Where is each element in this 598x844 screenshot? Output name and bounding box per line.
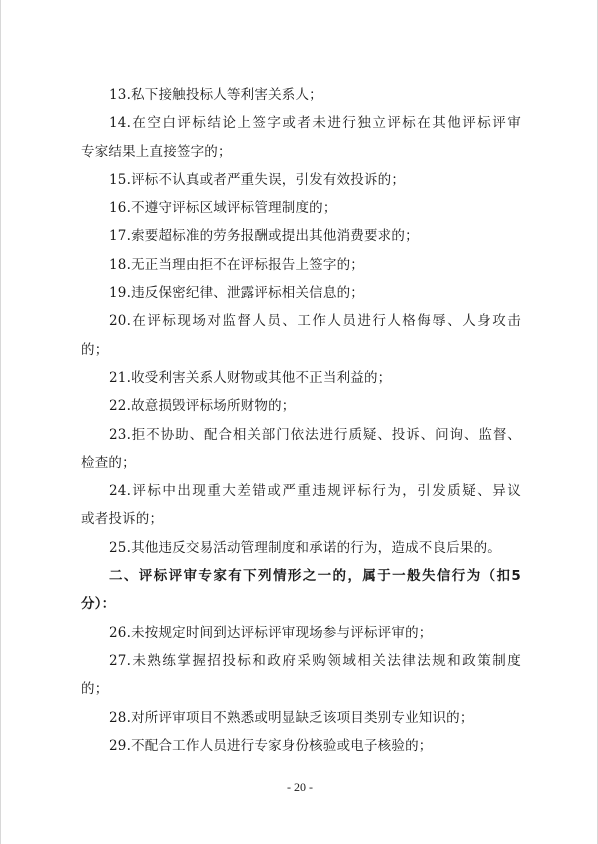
item-23-line-2: 检查的； xyxy=(81,454,136,471)
item-18: 18.无正当理由拒不在评标报告上签字的； xyxy=(109,256,364,273)
item-25: 25.其他违反交易活动管理制度和承诺的行为，造成不良后果的。 xyxy=(109,539,501,556)
item-27-line-1: 27.未熟练掌握招投标和政府采购领域相关法律法规和政策制度 xyxy=(109,652,521,669)
item-26: 26.未按规定时间到达评标评审现场参与评标评审的； xyxy=(109,624,433,641)
item-13: 13.私下接触投标人等利害关系人； xyxy=(109,87,323,103)
document-body xyxy=(81,81,521,760)
item-20-line-1: 20.在评标现场对监督人员、工作人员进行人格侮辱、人身攻击 xyxy=(109,313,521,330)
item-21: 21.收受利害关系人财物或其他不正当利益的； xyxy=(109,369,392,386)
item-20-line-2: 的； xyxy=(81,341,109,358)
item-29: 29.不配合工作人员进行专家身份核验或电子核验的； xyxy=(109,737,433,754)
item-16: 16.不遵守评标区域评标管理制度的； xyxy=(109,200,337,217)
item-15: 15.评标不认真或者严重失误，引发有效投诉的； xyxy=(109,171,406,188)
page-number: - 20 - xyxy=(287,780,313,794)
item-24-line-2: 或者投诉的； xyxy=(81,511,164,528)
item-28: 28.对所评审项目不熟悉或明显缺乏该项目类别专业知识的； xyxy=(109,709,474,726)
item-14-line-1: 14.在空白评标结论上签字或者未进行独立评标在其他评标评审 xyxy=(109,115,521,132)
section-heading-line-2: 分）： xyxy=(81,596,116,613)
item-27-line-2: 的； xyxy=(81,681,109,698)
section-heading-line-1: 二、评标评审专家有下列情形之一的，属于一般失信行为（扣5 xyxy=(109,568,521,585)
item-14-line-2: 专家结果上直接签字的； xyxy=(81,143,232,160)
item-22: 22.故意损毁评标场所财物的； xyxy=(109,398,296,415)
item-24-line-1: 24.评标中出现重大差错或严重违规评标行为，引发质疑、异议 xyxy=(109,483,521,500)
item-23-line-1: 23.拒不协助、配合相关部门依法进行质疑、投诉、问询、监督、 xyxy=(109,426,521,443)
item-17: 17.索要超标准的劳务报酬或提出其他消费要求的； xyxy=(109,228,419,245)
item-19: 19.违反保密纪律、泄露评标相关信息的； xyxy=(109,285,364,302)
